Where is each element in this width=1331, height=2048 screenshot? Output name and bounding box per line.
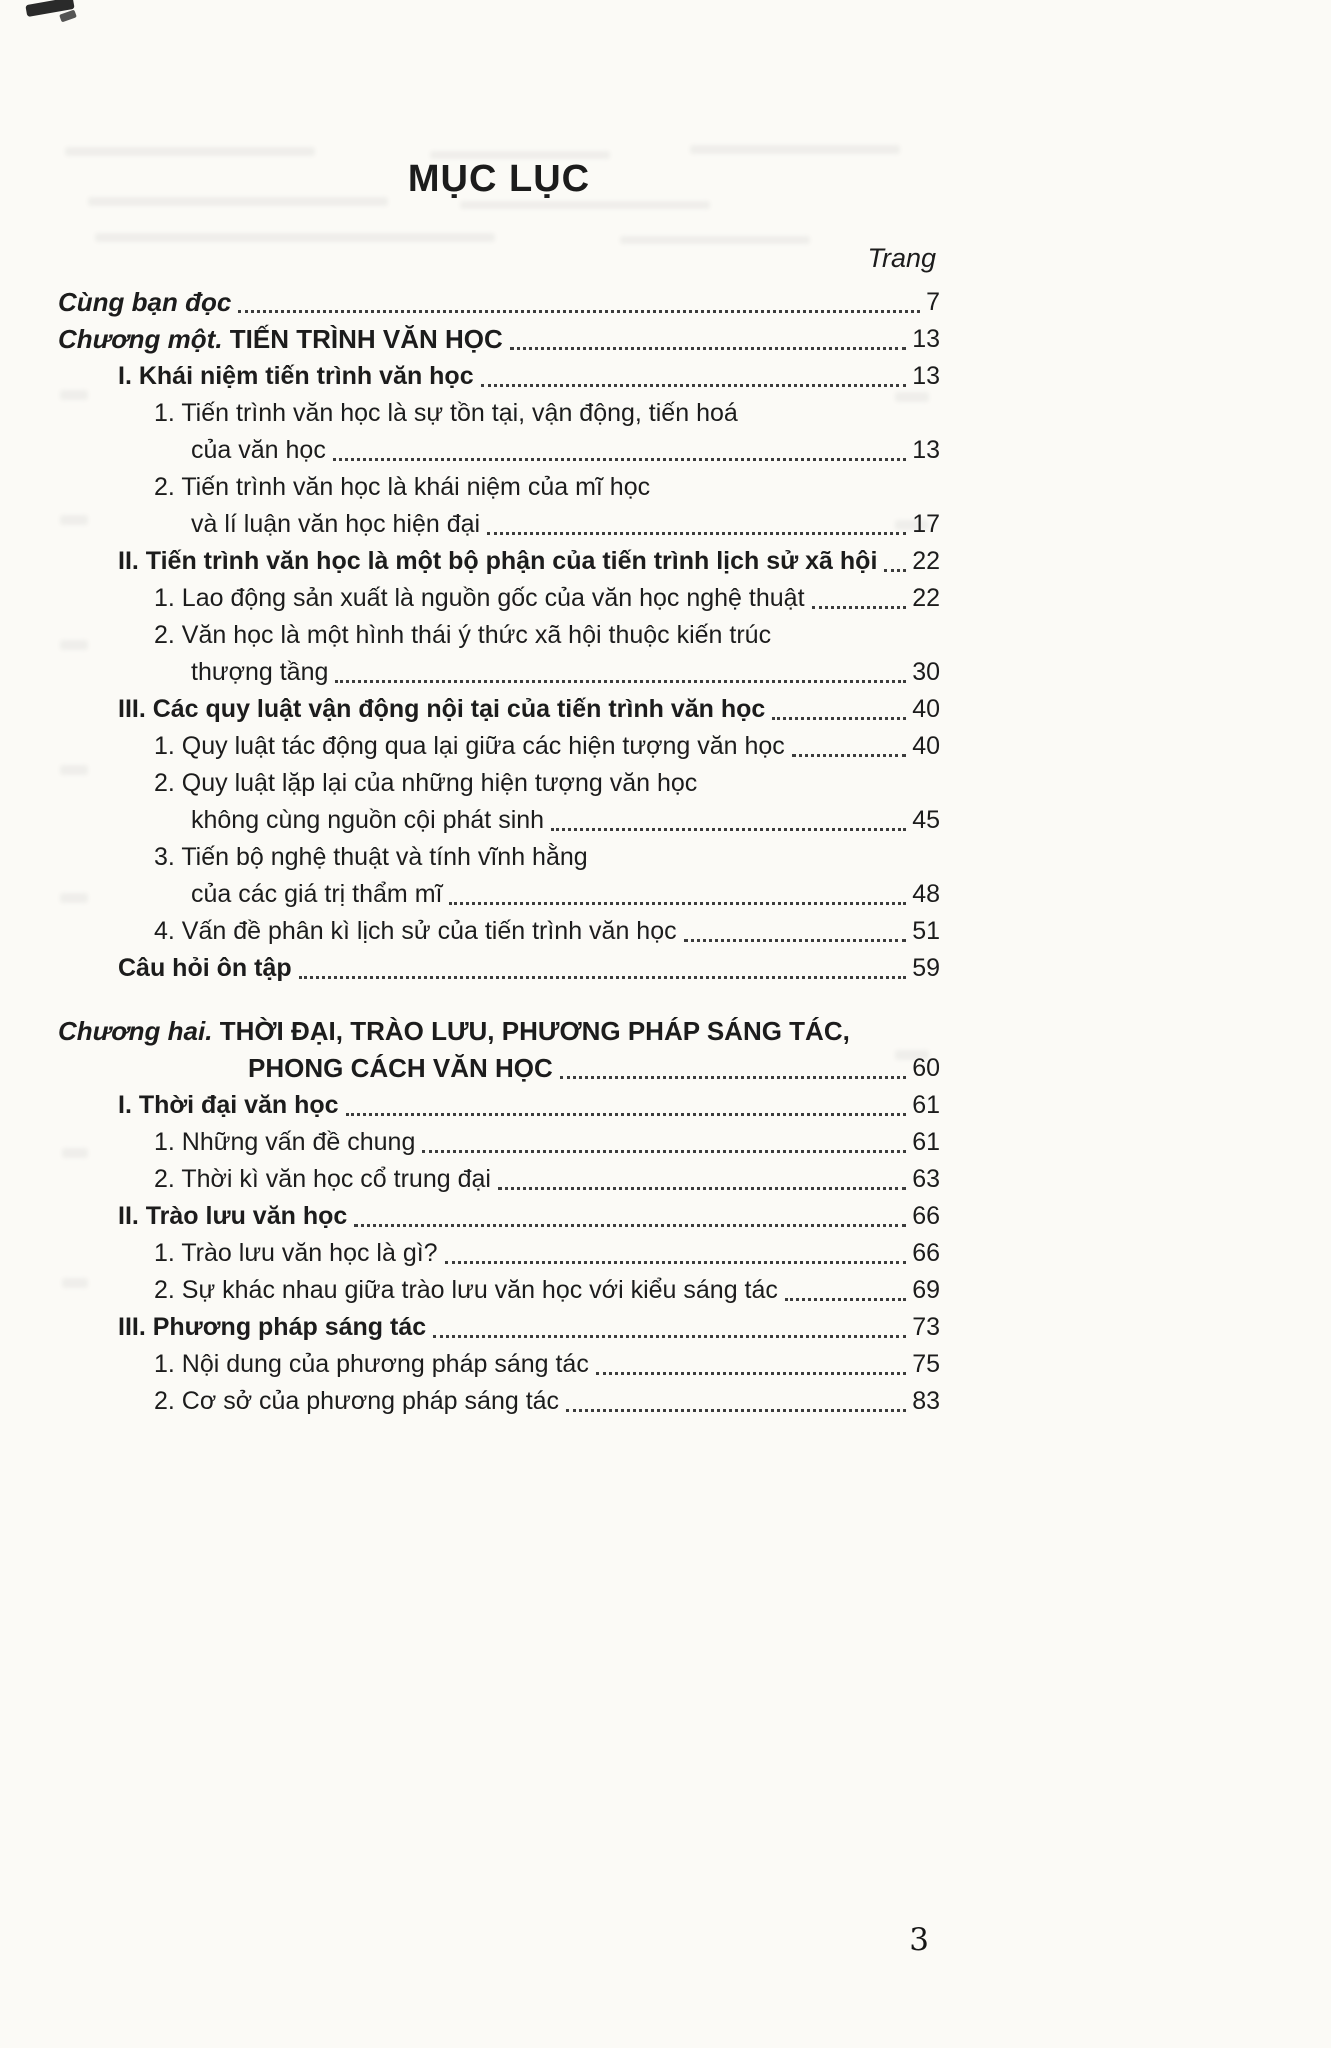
dot-leader <box>510 347 906 350</box>
dot-leader <box>498 1187 906 1190</box>
toc-page-number: 61 <box>912 1091 940 1119</box>
toc-section-entry <box>58 691 940 728</box>
toc-item-entry <box>58 1346 940 1383</box>
dot-leader <box>560 1076 906 1079</box>
toc-item-continuation <box>58 654 940 691</box>
toc-page-number: 61 <box>912 1128 940 1156</box>
toc-entry-text: 2. Quy luật lặp lại của những hiện tượng văn học <box>154 769 698 797</box>
dot-leader <box>354 1224 906 1227</box>
dot-leader <box>812 606 907 609</box>
dot-leader <box>299 976 907 979</box>
toc-item-entry <box>58 1383 940 1420</box>
chapter-prefix: Chương hai. <box>58 1016 220 1046</box>
dot-leader <box>335 680 906 683</box>
toc-item-entry <box>58 1124 940 1161</box>
toc-item-entry <box>58 469 940 506</box>
toc-entry-text: không cùng nguồn cội phát sinh <box>191 806 545 834</box>
toc-entry-text: I. Thời đại văn học <box>118 1091 339 1119</box>
toc-page-number: 30 <box>912 658 940 686</box>
page-number: 3 <box>909 1922 929 1958</box>
toc-item-entry <box>58 395 940 432</box>
dot-leader <box>449 902 906 905</box>
dot-leader <box>481 384 907 387</box>
toc-item-entry <box>58 580 940 617</box>
toc-page-number: 69 <box>912 1276 940 1304</box>
chapter-prefix: Chương một. <box>58 324 230 354</box>
toc-item-continuation <box>58 802 940 839</box>
toc-page-number: 66 <box>912 1202 940 1230</box>
toc-page-number: 75 <box>912 1350 940 1378</box>
scan-corner-artifact <box>59 10 77 23</box>
toc-page-number: 22 <box>912 584 940 612</box>
dot-leader <box>566 1409 906 1412</box>
toc-entry-text: của văn học <box>191 436 326 464</box>
dot-leader <box>551 828 906 831</box>
toc-entry-text: Câu hỏi ôn tập <box>118 954 292 982</box>
toc-entry-text: Cùng bạn đọc <box>58 287 232 317</box>
page-column-label: Trang <box>867 243 936 273</box>
toc-page-number: 40 <box>912 695 940 723</box>
toc-entry-text: 4. Vấn đề phân kì lịch sử của tiến trình văn học <box>154 917 677 945</box>
toc-entry-text: Chương một. TIẾN TRÌNH VĂN HỌC <box>58 324 503 354</box>
dot-leader <box>333 458 906 461</box>
toc-entry-text: 1. Những vấn đề chung <box>154 1128 416 1156</box>
toc-content <box>58 158 940 1420</box>
toc-entry-text: PHONG CÁCH VĂN HỌC <box>248 1053 553 1083</box>
toc-entry-text: 1. Lao động sản xuất là nguồn gốc của văn học nghệ thuật <box>154 584 805 612</box>
dot-leader <box>445 1261 907 1264</box>
toc-entry-text: 2. Văn học là một hình thái ý thức xã hội thuộc kiến trúc <box>154 621 772 649</box>
toc-entry-text: 2. Tiến trình văn học là khái niệm của mĩ học <box>154 473 651 501</box>
toc-item-entry <box>58 1161 940 1198</box>
toc-page-number: 13 <box>912 325 940 353</box>
toc-entry-text: III. Phương pháp sáng tác <box>118 1313 427 1341</box>
toc-page-number: 73 <box>912 1313 940 1341</box>
toc-section-entry <box>58 1087 940 1124</box>
toc-section-entry <box>58 1198 940 1235</box>
toc-item-continuation <box>58 506 940 543</box>
toc-item-entry <box>58 728 940 765</box>
toc-page-number: 13 <box>912 436 940 464</box>
toc-page-number: 48 <box>912 880 940 908</box>
toc-entry-text: 2. Cơ sở của phương pháp sáng tác <box>154 1387 560 1415</box>
toc-item-entry <box>58 1272 940 1309</box>
toc-entry-text: và lí luận văn học hiện đại <box>191 510 481 538</box>
toc-entry-text: II. Tiến trình văn học là một bộ phận của tiến trình lịch sử xã hội <box>118 547 878 575</box>
toc-entry-text: 2. Sự khác nhau giữa trào lưu văn học với kiểu sáng tác <box>154 1276 778 1304</box>
toc-entry-text: III. Các quy luật vận động nội tại của tiến trình văn học <box>118 695 766 723</box>
toc-entry-text: 1. Quy luật tác động qua lại giữa các hiện tượng văn học <box>154 732 785 760</box>
toc-section-entry <box>58 950 940 987</box>
toc-page-number: 59 <box>912 954 940 982</box>
toc-item-entry <box>58 913 940 950</box>
toc-page-number: 13 <box>912 362 940 390</box>
toc-entry-text: Chương hai. THỜI ĐẠI, TRÀO LƯU, PHƯƠNG PHÁP SÁNG TÁC, <box>58 1016 850 1046</box>
bleedthrough-artifact <box>690 145 900 154</box>
toc-section-entry <box>58 358 940 395</box>
dot-leader <box>785 1298 906 1301</box>
toc-entry-text: 1. Trào lưu văn học là gì? <box>154 1239 438 1267</box>
toc-page-number: 51 <box>912 917 940 945</box>
toc-chapter-continuation <box>58 1050 940 1087</box>
toc-section-entry <box>58 1309 940 1346</box>
dot-leader <box>422 1150 906 1153</box>
toc-page-number: 83 <box>912 1387 940 1415</box>
toc-entry-text: 1. Tiến trình văn học là sự tồn tại, vận động, tiến hoá <box>154 399 738 427</box>
toc-item-continuation <box>58 876 940 913</box>
toc-chapter-entry <box>58 284 940 321</box>
toc-entry-text: 3. Tiến bộ nghệ thuật và tính vĩnh hằng <box>154 843 588 871</box>
dot-leader <box>772 717 906 720</box>
toc-page-number: 22 <box>912 547 940 575</box>
bleedthrough-artifact <box>65 147 315 156</box>
dot-leader <box>684 939 907 942</box>
dot-leader <box>596 1372 906 1375</box>
dot-leader <box>346 1113 907 1116</box>
dot-leader <box>487 532 906 535</box>
toc-entry-text: 1. Nội dung của phương pháp sáng tác <box>154 1350 589 1378</box>
page-title: MỤC LỤC <box>407 158 591 200</box>
toc-page-number: 66 <box>912 1239 940 1267</box>
dot-leader <box>238 310 920 313</box>
toc-entry-text: của các giá trị thẩm mĩ <box>191 880 443 908</box>
dot-leader <box>433 1335 906 1338</box>
dot-leader <box>792 754 906 757</box>
toc-section-entry <box>58 543 940 580</box>
toc-item-entry <box>58 1235 940 1272</box>
dot-leader <box>884 569 906 572</box>
toc-item-entry <box>58 765 940 802</box>
toc-item-continuation <box>58 432 940 469</box>
toc-chapter-entry <box>58 1013 940 1050</box>
toc-page-number: 60 <box>912 1054 940 1082</box>
toc-page-number: 17 <box>912 510 940 538</box>
toc-entry-text: I. Khái niệm tiến trình văn học <box>118 362 474 390</box>
toc-page-number: 40 <box>912 732 940 760</box>
toc-page-number: 63 <box>912 1165 940 1193</box>
toc-chapter-entry <box>58 321 940 358</box>
table-of-contents <box>58 284 940 1420</box>
toc-entry-text: thượng tầng <box>191 658 329 686</box>
toc-item-entry <box>58 617 940 654</box>
toc-entry-text: II. Trào lưu văn học <box>118 1202 348 1230</box>
toc-page-number: 45 <box>912 806 940 834</box>
toc-page-number: 7 <box>926 288 940 316</box>
toc-item-entry <box>58 839 940 876</box>
toc-entry-text: 2. Thời kì văn học cổ trung đại <box>154 1165 491 1193</box>
